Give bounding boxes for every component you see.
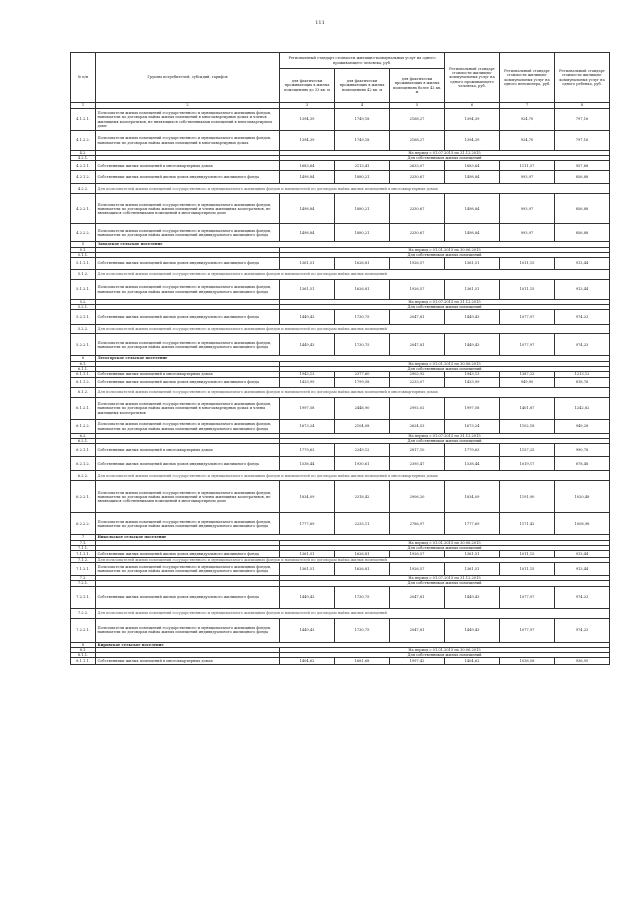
row-code: 8: [71, 642, 96, 647]
table-row: [71, 224, 610, 242]
period-title: На период с 01.01.2015 по 30.06.2015: [280, 247, 610, 252]
table-row: [71, 481, 610, 513]
value-cell: 1361,51: [280, 563, 335, 576]
value-cell: 1102,18: [500, 420, 555, 434]
row-code: 7.2.1.: [71, 581, 96, 586]
value-cell: 990,78: [555, 444, 610, 457]
value-cell: 2817,10: [390, 444, 445, 457]
subgroup-title: Для пользователей жилых помещений государственного и муниципального жилищных фондов и нанимателей по договорам найма жилых помещений в многоквартирных домах: [96, 184, 610, 194]
subgroup-title: Для пользователей жилых помещений государственного и муниципального жилищных фондов и нанимателей по договорам найма жилых помещений в многоквартирных домах: [96, 388, 610, 398]
value-cell: 818,76: [555, 378, 610, 388]
row-code: 4.2.1.2.: [71, 171, 96, 184]
row-code: 6.1.1.: [71, 366, 96, 371]
table-row: [71, 586, 610, 608]
colnum: 3: [280, 103, 335, 109]
row-label: Пользователи жилых помещений государственного и муниципального жилищных фондов, наниматели по договорам найма жилых помещений индивидуального жилищного фонда: [96, 563, 280, 576]
table-row: [71, 551, 610, 558]
row-code: 4.1.2.2.: [71, 131, 96, 151]
subgroup-row: [71, 325, 610, 334]
value-cell: 2786,97: [390, 513, 445, 535]
value-cell: 1077,97: [500, 334, 555, 356]
value-cell: 1387,22: [500, 372, 555, 378]
value-cell: 2446,90: [335, 398, 390, 420]
value-cell: 1361,51: [445, 280, 500, 300]
value-cell: 974,23: [555, 310, 610, 325]
value-cell: 949,90: [500, 378, 555, 388]
row-code: 7.1.: [71, 540, 96, 545]
row-code: 5.2.: [71, 300, 96, 305]
row-code: 6.1.: [71, 361, 96, 366]
value-cell: 1019,17: [500, 457, 555, 471]
value-cell: 1449,43: [445, 586, 500, 608]
row-code: 6.1.2.2.: [71, 420, 96, 434]
row-code: 7.1.2.: [71, 558, 96, 563]
value-cell: 1361,51: [280, 280, 335, 300]
table-row: [71, 131, 610, 151]
value-cell: 1730,75: [335, 618, 390, 642]
value-cell: 1171,42: [500, 513, 555, 535]
row-label: Собственники жилых помещений жилых домов индивидуального жилищного фонда: [96, 378, 280, 388]
value-cell: 1779,63: [280, 444, 335, 457]
row-label: Пользователи жилых помещений государственного и муниципального жилищных фондов, наниматели по договорам найма жилых помещений индивидуального жилищного фонда: [96, 420, 280, 434]
row-code: 6: [71, 356, 96, 361]
value-cell: 1011,15: [500, 258, 555, 270]
value-cell: 1498,84: [280, 194, 335, 224]
row-code: 4.2.2.2.: [71, 224, 96, 242]
value-cell: 1449,43: [280, 618, 335, 642]
row-code: 7.2.2.1.: [71, 618, 96, 642]
period-title: Для собственников жилых помещений: [280, 439, 610, 444]
row-code: 5.2.2.1.: [71, 334, 96, 356]
value-cell: 993,97: [500, 224, 555, 242]
period-title: На период с 01.07.2015 по 31.12.2015: [280, 300, 610, 305]
value-cell: 924,70: [500, 131, 555, 151]
value-cell: 1401,87: [500, 398, 555, 420]
value-cell: 1433,99: [280, 378, 335, 388]
value-cell: 1926,57: [390, 280, 445, 300]
table-row: [71, 194, 610, 224]
value-cell: 993,97: [500, 171, 555, 184]
table-body: [71, 109, 610, 665]
value-cell: 2624,53: [390, 420, 445, 434]
value-cell: 1394,39: [280, 131, 335, 151]
value-cell: 1394,39: [445, 109, 500, 131]
row-code: 5.1.1.1.: [71, 258, 96, 270]
row-code: 6.2.2.1.: [71, 481, 96, 513]
period-title: Для собственников жилых помещений: [280, 156, 610, 161]
value-cell: 2902,92: [390, 372, 445, 378]
table-row: [71, 109, 610, 131]
colnum: 5: [390, 103, 445, 109]
header-col7: Региональный стандарт стоимости жилищно-коммунальных услуг на одного пенсионера, руб.: [500, 53, 555, 103]
value-cell: 1011,15: [500, 280, 555, 300]
row-code: 7.1.1.: [71, 545, 96, 550]
row-code: 7.2.1.1.: [71, 586, 96, 608]
row-code: 4.2.2.: [71, 184, 96, 194]
table-row: [71, 658, 610, 665]
value-cell: 1834,09: [445, 481, 500, 513]
value-cell: 1213,12: [555, 372, 610, 378]
table-row: [71, 171, 610, 184]
period-title: Для собственников жилых помещений: [280, 366, 610, 371]
value-cell: 1498,84: [280, 224, 335, 242]
table-row: [71, 258, 610, 270]
row-label: Собственники жилых помещений жилых домов индивидуального жилищного фонда: [96, 457, 280, 471]
row-code: 5.1.2.: [71, 270, 96, 280]
row-label: Собственники жилых помещений жилых домов индивидуального жилищного фонда: [96, 310, 280, 325]
value-cell: 1361,51: [445, 563, 500, 576]
row-code: 4.2.1.: [71, 156, 96, 161]
colnum: 7: [500, 103, 555, 109]
table-row: [71, 378, 610, 388]
table-row: [71, 310, 610, 325]
value-cell: 2633,07: [390, 161, 445, 171]
value-cell: 2233,07: [390, 378, 445, 388]
row-label: Пользователи жилых помещений государственного и муниципального жилищных фондов, наниматели по договорам найма жилых помещений и члены жилищных кооперативов, не являющихся собственниками помещений в многоквартирном доме: [96, 194, 280, 224]
value-cell: 1779,63: [445, 444, 500, 457]
row-code: 7.1.1.1.: [71, 551, 96, 558]
table-row: [71, 444, 610, 457]
value-cell: 2330,67: [390, 171, 445, 184]
value-cell: 2992,02: [390, 398, 445, 420]
row-label: Собственники жилых помещений в многоквартирных домах: [96, 444, 280, 457]
value-cell: 974,23: [555, 334, 610, 356]
value-cell: 1673,24: [280, 420, 335, 434]
value-cell: 1834,09: [280, 481, 335, 513]
value-cell: 2047,81: [390, 586, 445, 608]
subgroup-title: Для пользователей жилых помещений государственного и муниципального жилищных фондов и нанимателей по договорам найма жилых помещений: [96, 558, 610, 563]
value-cell: 1498,84: [445, 171, 500, 184]
row-label: Пользователи жилых помещений государственного и муниципального жилищных фондов, наниматели по договорам найма жилых помещений и члены жилищных кооперативов, не являющихся собственниками помещений в многоквартирном доме: [96, 481, 280, 513]
row-label: Пользователи жилых помещений государственного и муниципального жилищных фондов, наниматели по договорам найма жилых помещений в многоквартирных домах и члены жилищных кооперативов: [96, 398, 280, 420]
value-cell: 2235,11: [335, 513, 390, 535]
value-cell: 2047,81: [390, 618, 445, 642]
value-cell: 1449,43: [280, 310, 335, 325]
value-cell: 2047,81: [390, 334, 445, 356]
row-code: 6.1.2.1.: [71, 398, 96, 420]
subgroup-row: [71, 608, 610, 618]
table-row: [71, 161, 610, 171]
value-cell: 1926,57: [390, 258, 445, 270]
value-cell: 878,48: [555, 457, 610, 471]
table-row: [71, 563, 610, 576]
value-cell: 856,88: [555, 171, 610, 184]
value-cell: 1361,51: [280, 258, 335, 270]
row-code: 6.1.1.1.: [71, 372, 96, 378]
header-regional-standard: Региональный стандарт стоимости жилищно-коммунальных услуг на одного проживающего человека, руб.: [280, 53, 445, 69]
value-cell: 1038,58: [500, 658, 555, 665]
row-label: Собственники жилых помещений жилых домов индивидуального жилищного фонда: [96, 586, 280, 608]
row-label: Собственники жилых помещений жилых домов индивидуального жилищного фонда: [96, 551, 280, 558]
colnum: 2: [96, 103, 280, 109]
value-cell: 1673,24: [445, 420, 500, 434]
value-cell: 1926,57: [390, 563, 445, 576]
value-cell: 1749,18: [335, 131, 390, 151]
value-cell: 913,44: [555, 563, 610, 576]
value-cell: 2249,12: [335, 444, 390, 457]
table-row: [71, 618, 610, 642]
value-cell: 1943,13: [280, 372, 335, 378]
period-title: На период с 01.01.2015 по 30.06.2015: [280, 647, 610, 652]
header-sub2: для фактически проживающих в жилых помещениях 42 кв. м: [335, 69, 390, 103]
value-cell: 1683,64: [280, 161, 335, 171]
row-label: Пользователи жилых помещений государственного и муниципального жилищных фондов, наниматели по договорам найма жилых помещений индивидуального жилищного фонда: [96, 513, 280, 535]
page-number: 111: [315, 20, 325, 26]
value-cell: 1538,44: [280, 457, 335, 471]
value-cell: 1926,57: [390, 551, 445, 558]
header-group: Группы потребителей, субсидий, тарифов: [96, 53, 280, 103]
value-cell: 1011,15: [500, 551, 555, 558]
value-cell: 2330,67: [390, 194, 445, 224]
value-cell: 856,88: [555, 194, 610, 224]
header-sub3: для фактически проживающих в жилых помещениях более 42 кв. м: [390, 69, 445, 103]
subgroup-row: [71, 388, 610, 398]
row-label: Пользователи жилых помещений государственного и муниципального жилищных фондов, наниматели по договорам найма жилых помещений в многоквартирных домах: [96, 131, 280, 151]
value-cell: 1011,15: [500, 563, 555, 576]
value-cell: 1730,75: [335, 586, 390, 608]
value-cell: 1361,51: [280, 551, 335, 558]
value-cell: 1626,81: [335, 258, 390, 270]
value-cell: 2168,27: [390, 131, 445, 151]
value-cell: 2330,67: [390, 224, 445, 242]
row-code: 7: [71, 535, 96, 540]
value-cell: 2395,47: [390, 457, 445, 471]
subgroup-row: [71, 184, 610, 194]
header-sub1: для фактически проживающих в жилых помещениях до 33 кв. м: [280, 69, 335, 103]
subgroup-row: [71, 471, 610, 481]
value-cell: 856,88: [555, 224, 610, 242]
value-cell: 974,23: [555, 586, 610, 608]
section-title: Лесогорское сельское поселение: [96, 356, 610, 361]
period-title: На период с 01.01.2015 по 30.06.2015: [280, 361, 610, 366]
row-code: 6.2.1.: [71, 439, 96, 444]
value-cell: 957,68: [555, 161, 610, 171]
value-cell: 1730,75: [335, 310, 390, 325]
row-code: 6.1.2.: [71, 388, 96, 398]
value-cell: 1361,51: [445, 551, 500, 558]
value-cell: 1880,21: [335, 194, 390, 224]
row-code: 6.2.2.2.: [71, 513, 96, 535]
row-code: 8.1.: [71, 647, 96, 652]
period-title: На период с 01.07.2015 по 31.12.2015: [280, 434, 610, 439]
value-cell: 1777,69: [280, 513, 335, 535]
period-title: На период с 01.07.2015 по 31.12.2015: [280, 151, 610, 156]
period-title: Для собственников жилых помещений: [280, 305, 610, 310]
row-code: 6.2.: [71, 434, 96, 439]
value-cell: 1880,21: [335, 224, 390, 242]
row-label: Собственники жилых помещений в многоквартирных домах: [96, 372, 280, 378]
value-cell: 1020,48: [555, 481, 610, 513]
row-code: 5.1.: [71, 247, 96, 252]
value-cell: 2168,27: [390, 109, 445, 131]
value-cell: 797,16: [555, 131, 610, 151]
value-cell: 1681,68: [335, 658, 390, 665]
header-col6: Региональный стандарт стоимости жилищно-коммунальных услуг на одного проживающего человека, руб.: [445, 53, 500, 103]
value-cell: 1997,58: [445, 398, 500, 420]
row-code: 4.2.: [71, 151, 96, 156]
row-label: Собственники жилых помещений в многоквартирных домах: [96, 161, 280, 171]
row-code: 5.2.1.: [71, 305, 96, 310]
row-label: Пользователи жилых помещений государственного и муниципального жилищных фондов, наниматели по договорам найма жилых помещений индивидуального жилищного фонда: [96, 618, 280, 642]
row-code: 6.2.1.1.: [71, 444, 96, 457]
value-cell: 2113,41: [335, 161, 390, 171]
row-code: 6.2.2.: [71, 471, 96, 481]
table-row: [71, 420, 610, 434]
header-no: № п/п: [71, 53, 96, 103]
row-code: 8.1.1.: [71, 653, 96, 658]
value-cell: 1943,13: [445, 372, 500, 378]
value-cell: 1433,99: [445, 378, 500, 388]
standards-table: [70, 52, 610, 665]
value-cell: 1683,64: [445, 161, 500, 171]
value-cell: 1777,69: [445, 513, 500, 535]
value-cell: 974,23: [555, 618, 610, 642]
period-title: Для собственников жилых помещений: [280, 653, 610, 658]
row-code: 6.1.1.2.: [71, 378, 96, 388]
value-cell: 1498,84: [280, 171, 335, 184]
value-cell: 1997,42: [390, 658, 445, 665]
value-cell: 1626,81: [335, 563, 390, 576]
row-label: Собственники жилых помещений жилых домов индивидуального жилищного фонда: [96, 171, 280, 184]
value-cell: 1626,81: [335, 280, 390, 300]
value-cell: 949,28: [555, 420, 610, 434]
value-cell: 1077,97: [500, 618, 555, 642]
value-cell: 1449,43: [445, 334, 500, 356]
row-code: 4.2.2.1.: [71, 194, 96, 224]
value-cell: 1077,97: [500, 310, 555, 325]
subgroup-title: Для пользователей жилых помещений государственного и муниципального жилищных фондов и нанимателей по договорам найма жилых помещений в многоквартирных домах: [96, 471, 610, 481]
value-cell: 2377,60: [335, 372, 390, 378]
row-code: 5.2.2.: [71, 325, 96, 334]
row-code: 7.2.: [71, 576, 96, 581]
section-title: Никольское сельское поселение: [96, 535, 610, 540]
value-cell: 1394,39: [445, 131, 500, 151]
row-code: 5.1.2.1.: [71, 280, 96, 300]
value-cell: 913,44: [555, 551, 610, 558]
value-cell: 2104,08: [335, 420, 390, 434]
row-label: Пользователи жилых помещений государственного и муниципального жилищных фондов, наниматели по договорам найма жилых помещений в многоквартирных домах и членов жилищных кооперативов, не являющихся собственниками помещений в многоквартирном доме: [96, 109, 280, 131]
value-cell: 1449,43: [445, 310, 500, 325]
value-cell: 1111,57: [500, 161, 555, 171]
value-cell: 1191,90: [500, 481, 555, 513]
period-title: Для собственников жилых помещений: [280, 252, 610, 257]
value-cell: 1538,44: [445, 457, 500, 471]
value-cell: 1626,81: [335, 551, 390, 558]
section-title: Кировское сельское поселение: [96, 642, 610, 647]
row-code: 8.1.1.1.: [71, 658, 96, 665]
row-code: 5.1.1.: [71, 252, 96, 257]
row-label: Собственники жилых помещений в многоквартирных домах: [96, 658, 280, 665]
value-cell: 1730,75: [335, 334, 390, 356]
period-title: На период с 01.07.2015 по 31.12.2015: [280, 576, 610, 581]
row-label: Пользователи жилых помещений государственного и муниципального жилищных фондов, наниматели по договорам найма жилых помещений индивидуального жилищного фонда: [96, 280, 280, 300]
colnum: 8: [555, 103, 610, 109]
value-cell: 913,44: [555, 258, 610, 270]
subgroup-title: Для пользователей жилых помещений государственного и муниципального жилищных фондов и нанимателей по договорам найма жилых помещений: [96, 608, 610, 618]
row-code: 4.1.2.1.: [71, 109, 96, 131]
value-cell: 936,95: [555, 658, 610, 665]
row-code: 4.2.1.1.: [71, 161, 96, 171]
value-cell: 1157,25: [500, 444, 555, 457]
period-title: На период с 01.01.2015 по 30.06.2015: [280, 540, 610, 545]
period-title: Для собственников жилых помещений: [280, 581, 610, 586]
row-code: 7.1.2.1.: [71, 563, 96, 576]
value-cell: 2318,42: [335, 481, 390, 513]
value-cell: 1449,43: [280, 586, 335, 608]
value-cell: 1799,58: [335, 378, 390, 388]
table-row: [71, 513, 610, 535]
value-cell: 1077,97: [500, 586, 555, 608]
value-cell: 924,70: [500, 109, 555, 131]
row-code: 5: [71, 242, 96, 247]
value-cell: 1242,82: [555, 398, 610, 420]
subgroup-row: [71, 270, 610, 280]
value-cell: 1449,43: [280, 334, 335, 356]
period-title: Для собственников жилых помещений: [280, 545, 610, 550]
value-cell: 1997,58: [280, 398, 335, 420]
header-col8: Региональный стандарт стоимости жилищно-коммунальных услуг на одного ребенка, руб.: [555, 53, 610, 103]
colnum: 1: [71, 103, 96, 109]
value-cell: 1498,84: [445, 224, 500, 242]
subgroup-title: Для пользователей жилых помещений государственного и муниципального жилищных фондов и нанимателей по договорам найма жилых помещений: [96, 325, 610, 334]
row-code: 7.2.2.: [71, 608, 96, 618]
value-cell: 1749,18: [335, 109, 390, 131]
value-cell: 797,16: [555, 109, 610, 131]
row-label: Пользователи жилых помещений государственного и муниципального жилищных фондов, наниматели по договорам найма жилых помещений индивидуального жилищного фонда: [96, 224, 280, 242]
row-label: Собственники жилых помещений жилых домов индивидуального жилищного фонда: [96, 258, 280, 270]
row-code: 5.2.1.1.: [71, 310, 96, 325]
table-row: [71, 457, 610, 471]
value-cell: 1361,51: [445, 258, 500, 270]
colnum: 6: [445, 103, 500, 109]
value-cell: 1449,43: [445, 618, 500, 642]
value-cell: 2906,20: [390, 481, 445, 513]
subgroup-title: Для пользователей жилых помещений государственного и муниципального жилищных фондов и нанимателей по договорам найма жилых помещений: [96, 270, 610, 280]
table-row: [71, 280, 610, 300]
table-row: [71, 398, 610, 420]
value-cell: 1930,61: [335, 457, 390, 471]
colnum: 4: [335, 103, 390, 109]
value-cell: 1880,21: [335, 171, 390, 184]
row-label: Пользователи жилых помещений государственного и муниципального жилищных фондов, наниматели по договорам найма жилых помещений индивидуального жилищного фонда: [96, 334, 280, 356]
value-cell: 1498,84: [445, 194, 500, 224]
row-code: 6.2.1.2.: [71, 457, 96, 471]
value-cell: 913,44: [555, 280, 610, 300]
value-cell: 1404,62: [445, 658, 500, 665]
section-title: Заводское сельское поселение: [96, 242, 610, 247]
value-cell: 2047,81: [390, 310, 445, 325]
value-cell: 993,97: [500, 194, 555, 224]
value-cell: 1008,98: [555, 513, 610, 535]
table-row: [71, 334, 610, 356]
value-cell: 1394,39: [280, 109, 335, 131]
value-cell: 1404,62: [280, 658, 335, 665]
